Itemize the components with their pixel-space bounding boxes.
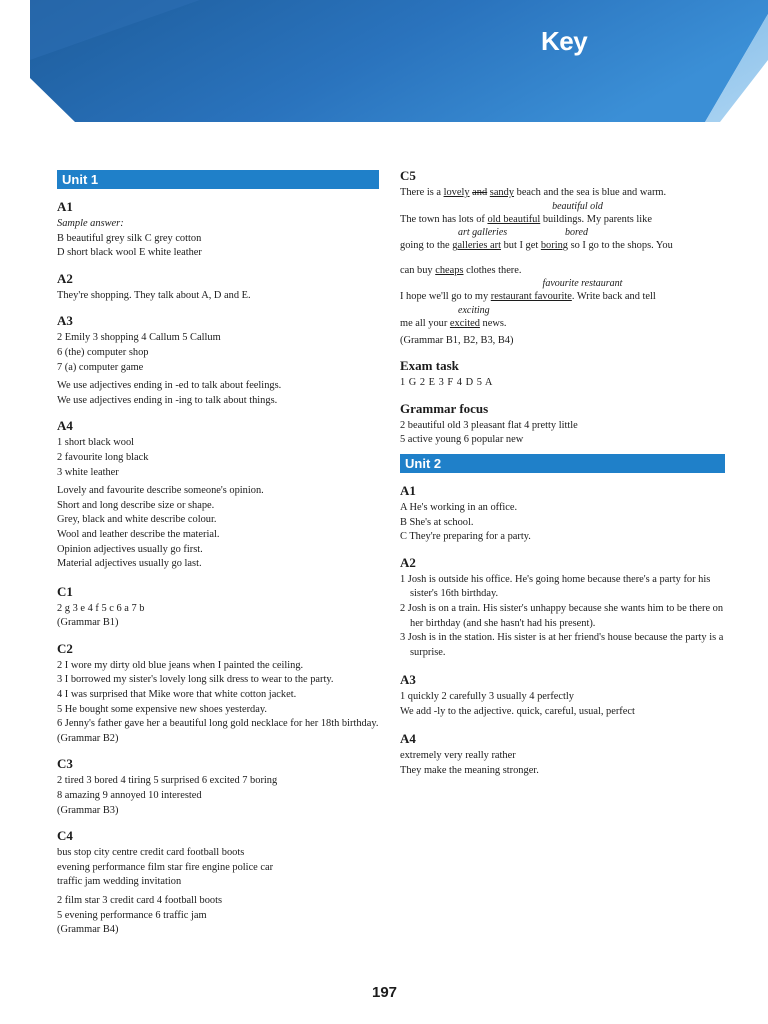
section-a3 — [57, 313, 379, 408]
section-u2-a2 — [400, 555, 725, 661]
section-c4 — [57, 828, 379, 938]
answer-line: 5 evening performance 6 traffic jam — [57, 909, 207, 921]
section-a2 — [57, 271, 379, 304]
answer-line: 1 short black wool — [57, 437, 135, 449]
correction-row — [400, 227, 725, 239]
correction: beautiful old — [552, 200, 603, 212]
text: I hope we'll go to my — [400, 291, 491, 303]
page-number: 197 — [372, 984, 398, 1001]
grammar-ref: (Grammar B1) — [57, 617, 119, 629]
text: can buy — [400, 264, 436, 276]
answer-line: 2 tired 3 bored 4 tiring 5 surprised 6 excited 7 boring — [57, 775, 278, 787]
answer-line: 1 Josh is outside his office. He's going home because there's a party for his sister's 16th birthday. — [400, 573, 711, 600]
underlined-word: galleries art — [452, 240, 502, 252]
correction: favourite restaurant — [542, 278, 623, 290]
section-c5 — [400, 168, 725, 348]
rule-line: They make the meaning stronger. — [400, 765, 539, 777]
section-heading: A2 — [57, 270, 73, 286]
c5-line-1 — [400, 186, 725, 201]
correction: bored — [565, 227, 588, 239]
answer-line: 2 film star 3 credit card 4 football boots — [57, 895, 223, 906]
answer-line: 2 g 3 e 4 f 5 c 6 a 7 b — [57, 602, 145, 614]
section-c2 — [57, 641, 379, 747]
grammar-ref: (Grammar B2) — [57, 732, 119, 744]
header-banner — [0, 0, 768, 122]
answer-line: 2 favourite long black — [57, 451, 149, 463]
note-line: Grey, black and white describe colour. — [57, 514, 217, 526]
answer-line: 6 (the) computer shop — [57, 346, 149, 358]
answer-line: 5 He bought some expensive new shoes yesterday. — [57, 703, 267, 715]
text: so I go to the shops. You — [567, 240, 673, 252]
underlined-word: boring — [540, 240, 568, 252]
grammar-ref: (Grammar B1, B2, B3, B4) — [400, 334, 514, 346]
section-a4 — [57, 418, 379, 571]
section-heading: A1 — [57, 199, 73, 214]
note-line: Material adjectives usually go last. — [57, 558, 202, 570]
section-a1 — [57, 199, 379, 261]
underlined-word: lovely — [443, 187, 470, 198]
answer-line: extremely very really rather — [400, 750, 516, 762]
underlined-word: cheaps — [435, 264, 464, 276]
answer-line: 7 (a) computer game — [57, 361, 144, 373]
c5-line-3 — [400, 239, 725, 254]
answer-line: 1 quickly 2 carefully 3 usually 4 perfectly — [400, 691, 574, 703]
section-heading: A4 — [400, 731, 416, 747]
rule-line: We add -ly to the adjective. quick, careful, usual, perfect — [400, 705, 635, 717]
section-heading: C1 — [57, 583, 73, 599]
section-u2-a3 — [400, 672, 725, 719]
struck-word: and — [472, 187, 488, 198]
section-heading: A1 — [400, 482, 416, 498]
c5-line-2 — [400, 213, 725, 228]
answer-line: 2 Emily 3 shopping 4 Callum 5 Callum — [57, 332, 221, 344]
answer-line: B beautiful grey silk C grey cotton — [57, 232, 202, 244]
rule-line: We use adjectives ending in -ed to talk about feelings. — [57, 380, 282, 392]
c5-line-4 — [400, 264, 725, 279]
answer-line: 3 I borrowed my sister's lovely long silk dress to wear to the party. — [57, 674, 334, 686]
section-heading: C4 — [57, 828, 73, 844]
section-heading: C5 — [400, 168, 416, 183]
text: clothes there. — [463, 264, 522, 276]
text: news. — [479, 317, 507, 329]
text: There is a — [400, 187, 444, 198]
answer-line: 8 amazing 9 annoyed 10 interested — [57, 790, 202, 802]
answer-line: A He's working in an office. — [400, 501, 518, 513]
section-u2-a1 — [400, 483, 725, 545]
answer-line: 3 white leather — [57, 466, 119, 478]
underlined-word: old beautiful — [487, 213, 541, 225]
note-line: Wool and leather describe the material. — [57, 528, 220, 540]
text: going to the — [400, 240, 453, 252]
answer-line: 4 I was surprised that Mike wore that white cotton jacket. — [57, 689, 297, 701]
section-grammar-focus — [400, 401, 725, 448]
sample-answer-label: Sample answer: — [57, 218, 124, 229]
section-exam-task — [400, 358, 725, 391]
word-line: evening performance film star fire engine police car — [57, 861, 274, 873]
unit-2-heading: Unit 2 — [400, 454, 725, 473]
answer-line: D short black wool E white leather — [57, 247, 202, 259]
underlined-word: excited — [449, 317, 480, 329]
section-c1 — [57, 584, 379, 631]
answer-line: 2 I wore my dirty old blue jeans when I painted the ceiling. — [57, 659, 304, 671]
unit-1-heading: Unit 1 — [57, 170, 379, 189]
c5-line-6 — [400, 317, 725, 332]
word-line: bus stop city centre credit card football boots — [57, 847, 245, 859]
underlined-word: restaurant favourite — [490, 291, 572, 303]
page-title: Key — [541, 26, 588, 56]
text: but I get — [501, 240, 541, 252]
correction-row — [400, 305, 725, 317]
note-line: Lovely and favourite describe someone's opinion. — [57, 485, 264, 497]
answer-line: They're shopping. They talk about A, D and E. — [57, 289, 251, 301]
section-heading: A3 — [57, 313, 73, 329]
word-line: traffic jam wedding invitation — [57, 876, 182, 888]
section-heading: A4 — [57, 418, 73, 434]
answer-line: C They're preparing for a party. — [400, 531, 531, 543]
note-line: Short and long describe size or shape. — [57, 499, 215, 511]
answer-line: 6 Jenny's father gave her a beautiful long gold necklace for her 18th birthday. — [57, 718, 379, 730]
c5-line-5 — [400, 290, 725, 305]
left-column — [57, 170, 379, 938]
note-line: Opinion adjectives usually go first. — [57, 543, 203, 555]
section-heading: A2 — [400, 554, 416, 570]
answer-line: 2 Josh is on a train. His sister's unhappy because she wants him to be there on her birthday (and she hasn't had his present). — [400, 602, 724, 629]
answer-line: 5 active young 6 popular new — [400, 434, 524, 446]
section-heading: Exam task — [400, 358, 459, 374]
section-heading: Grammar focus — [400, 400, 489, 416]
text: The town has lots of — [400, 213, 488, 225]
answer-line: 1 G 2 E 3 F 4 D 5 A — [400, 377, 493, 389]
section-heading: C2 — [57, 640, 73, 656]
underlined-word: sandy — [489, 187, 515, 198]
text: beach and the sea is blue and warm. — [514, 187, 667, 198]
grammar-ref: (Grammar B4) — [57, 924, 119, 936]
banner-graphic — [0, 0, 768, 122]
text: buildings. My parents like — [540, 213, 652, 225]
section-heading: C3 — [57, 756, 73, 772]
section-heading: A3 — [400, 672, 416, 688]
section-c3 — [57, 756, 379, 818]
answer-line: B She's at school. — [400, 516, 474, 528]
text: . Write back and tell — [571, 291, 656, 303]
right-column — [400, 168, 725, 779]
section-u2-a4 — [400, 731, 725, 778]
answer-line: 2 beautiful old 3 pleasant flat 4 pretty little — [400, 419, 578, 431]
rule-line: We use adjectives ending in -ing to talk about things. — [57, 394, 278, 406]
correction: art galleries — [458, 227, 508, 239]
correction: exciting — [458, 304, 490, 316]
text: me all your — [400, 317, 450, 329]
answer-line: 3 Josh is in the station. His sister is at her friend's house because the party is a surprise. — [400, 632, 724, 658]
grammar-ref: (Grammar B3) — [57, 804, 119, 816]
